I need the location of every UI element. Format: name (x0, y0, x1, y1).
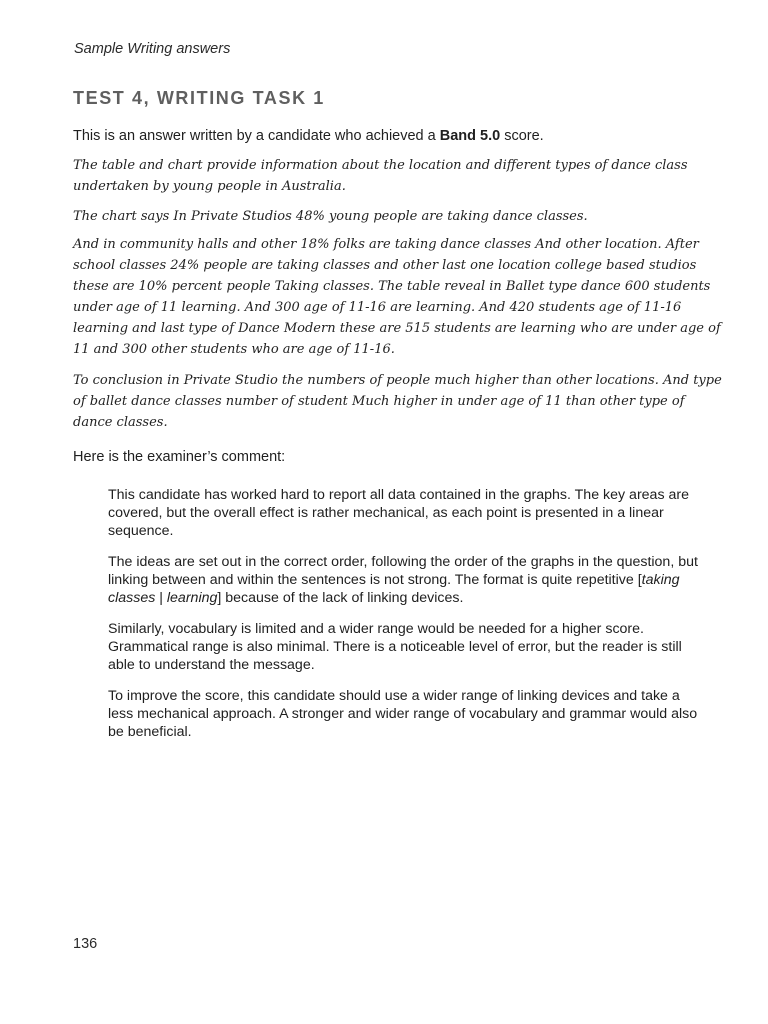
examiner-comment-3: Similarly, vocabulary is limited and a wider range would be needed for a higher score. Grammatical range is also minimal. There is a noticeable level of error, but the reader is still able to understand the message. (108, 621, 682, 673)
comment-2-after: ] because of the lack of linking devices. (217, 590, 464, 606)
answer-paragraph-1: The table and chart provide information about the location and different types of dance class undertaken by young people in Australia. (73, 158, 688, 194)
answer-paragraph-4: To conclusion in Private Studio the numbers of people much higher than other locations. And type of ballet dance classes number of student Much higher in under age of 11 than other type of dance classes. (73, 373, 722, 430)
examiner-comment-2 (108, 553, 708, 607)
comment-2-term-1: taking classes (108, 572, 680, 606)
running-head: Sample Writing answers (74, 41, 231, 57)
comment-2-before: The ideas are set out in the correct order, following the order of the graphs in the question, but linking between and within the sentences is not strong. The format is quite repetitive [ (108, 554, 698, 588)
examiner-comment-lead: Here is the examiner’s comment: (73, 449, 286, 465)
intro-suffix: score. (500, 128, 544, 144)
page-title: TEST 4, WRITING TASK 1 (73, 88, 325, 108)
answer-paragraph-3: And in community halls and other 18% folks are taking dance classes And other location. After school classes 24% people are taking classes and other last one location college based studios these are 10% percent people Taking classes. The table reveal in Ballet type dance 600 students under age of 11 learning. And 300 age of 11-16 are learning. And 420 students age of 11-16 learning and last type of Dance Modern these are 515 students are learning who are under age of 11 and 300 other students who are age of 11-16. (73, 237, 721, 357)
page-number: 136 (73, 936, 98, 952)
band-score: Band 5.0 (439, 128, 501, 144)
answer-paragraph-2: The chart says In Private Studios 48% young people are taking dance classes. (73, 209, 588, 224)
intro-prefix: This is an answer written by a candidate who achieved a (73, 128, 440, 144)
examiner-comment-4: To improve the score, this candidate should use a wider range of linking devices and take a less mechanical approach. A stronger and wider range of vocabulary and grammar would also be beneficial. (108, 688, 698, 740)
examiner-comment-1: This candidate has worked hard to report all data contained in the graphs. The key areas are covered, but the overall effect is rather mechanical, as each point is presented in a linear sequence. (108, 487, 689, 539)
intro-text (73, 128, 544, 144)
comment-2-term-2: learning (166, 590, 218, 606)
comment-2-separator: | (155, 590, 167, 606)
